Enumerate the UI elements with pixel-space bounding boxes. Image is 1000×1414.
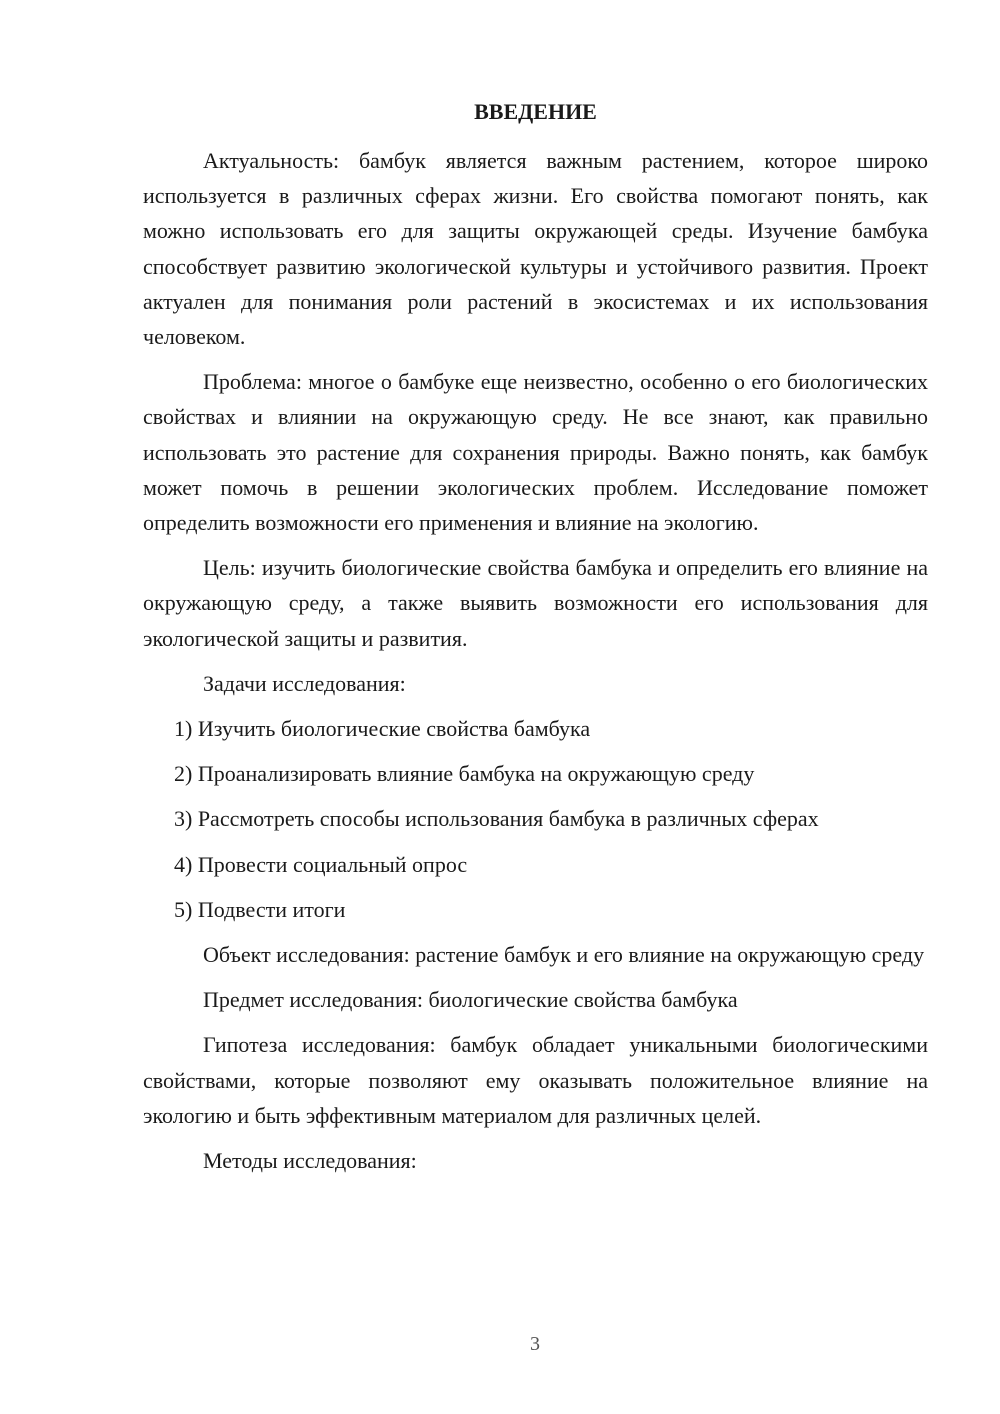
hypothesis-paragraph: Гипотеза исследования: бамбук обладает уникальными биологическими свойствами, которые позволяют ему оказывать положительное влияние на экологию и быть эффективным материалом для различных целей.	[143, 1032, 928, 1128]
task-item-2: 2) Проанализировать влияние бамбука на окружающую среду	[174, 761, 755, 787]
page-number: 3	[530, 1333, 540, 1355]
object-paragraph: Объект исследования: растение бамбук и его влияние на окружающую среду	[203, 942, 925, 968]
task-item-3: 3) Рассмотреть способы использования бамбука в различных сферах	[174, 806, 819, 832]
task-item-4: 4) Провести социальный опрос	[174, 851, 468, 877]
section-title: ВВЕДЕНИЕ	[474, 99, 597, 124]
methods-heading: Методы исследования:	[203, 1148, 417, 1174]
actuality-paragraph: Актуальность: бамбук является важным растением, которое широко используется в различных сферах жизни. Его свойства помогают понять, как можно использовать его для защиты окружающей среды. Изучение бамбука способствует развитию экологической культуры и устойчивого развития. Проект актуален для понимания роли растений в экосистемах и их использования человеком.	[143, 148, 928, 350]
task-item-5: 5) Подвести итоги	[174, 896, 346, 922]
task-item-1: 1) Изучить биологические свойства бамбука	[174, 716, 591, 742]
tasks-list	[143, 711, 928, 927]
problem-paragraph: Проблема: многое о бамбуке еще неизвестно, особенно о его биологических свойствах и влиянии на окружающую среду. Не все знают, как правильно использовать это растение для сохранения природы. Важно понять, как бамбук может помочь в решении экологических проблем. Исследование поможет определить возможности его применения и влияние на экологию.	[143, 369, 928, 536]
tasks-heading: Задачи исследования:	[203, 670, 406, 696]
subject-paragraph: Предмет исследования: биологические свойства бамбука	[203, 987, 738, 1013]
page-content	[143, 94, 928, 1188]
goal-paragraph: Цель: изучить биологические свойства бамбука и определить его влияние на окружающую среду, а также выявить возможности его использования для экологической защиты и развития.	[143, 555, 928, 651]
